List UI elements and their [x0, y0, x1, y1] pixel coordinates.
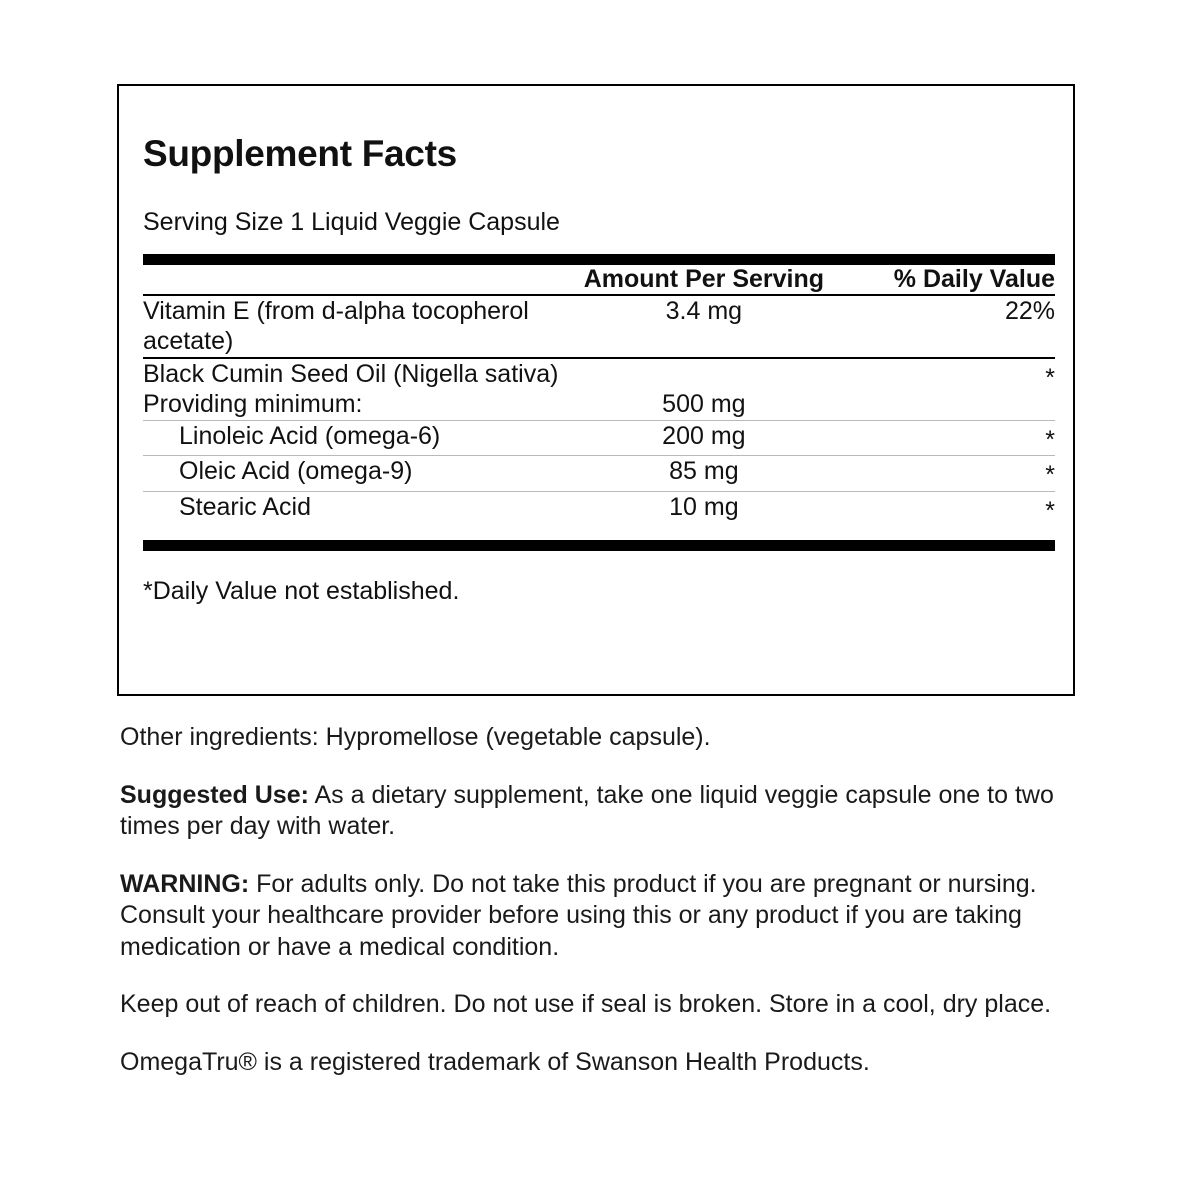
rule-thick-bottom — [143, 540, 1055, 551]
table-row — [143, 421, 1055, 456]
suggested-use-label: Suggested Use: — [120, 780, 309, 809]
warning-paragraph — [120, 869, 1060, 964]
table-row — [143, 296, 1055, 357]
table-header-row — [143, 265, 1055, 294]
suggested-use-text: As a dietary supplement, take one liquid veggie capsule one to two times per day with water. — [120, 780, 1054, 840]
supplement-facts-content — [143, 104, 1055, 606]
serving-size-text: Serving Size 1 Liquid Veggie Capsule — [143, 207, 560, 236]
trademark-paragraph: OmegaTru® is a registered trademark of Swanson Health Products. — [120, 1047, 870, 1076]
header-amount-per-serving: Amount Per Serving — [583, 264, 825, 293]
warning-text: For adults only. Do not take this product if you are pregnant or nursing. Consult your healthcare provider before using this or any product if you are taking medication or have a medical condition. — [120, 869, 1037, 961]
supplement-facts-panel — [117, 84, 1075, 696]
header-spacer — [143, 265, 563, 294]
nutrient-daily-value: * — [1045, 363, 1055, 392]
nutrition-rows — [143, 296, 1055, 357]
nutrient-amount: 500 mg — [662, 390, 746, 419]
label-body-copy — [120, 722, 1060, 1104]
table-row — [143, 492, 1055, 527]
nutrient-amount: 85 mg — [669, 457, 739, 486]
nutrient-name: Black Cumin Seed Oil (Nigella sativa) Providing minimum: — [143, 359, 559, 419]
rule-thick-top — [143, 254, 1055, 265]
panel-title: Supplement Facts — [143, 133, 457, 174]
nutrient-amount: 10 mg — [669, 492, 739, 521]
nutrient-daily-value: 22% — [1004, 296, 1055, 325]
nutrition-rows-3 — [143, 421, 1055, 456]
nutrient-daily-value: * — [1045, 425, 1055, 454]
suggested-use-paragraph — [120, 780, 1060, 843]
nutrient-daily-value: * — [1045, 496, 1055, 525]
nutrition-table — [143, 265, 1055, 294]
nutrient-daily-value: * — [1045, 461, 1055, 490]
nutrition-rows-5 — [143, 492, 1055, 527]
nutrition-rows-4 — [143, 456, 1055, 491]
nutrient-name: Oleic Acid (omega-9) — [179, 457, 413, 486]
header-daily-value: % Daily Value — [893, 264, 1055, 293]
other-ingredients-paragraph: Other ingredients: Hypromellose (vegetable capsule). — [120, 723, 711, 751]
table-row — [143, 456, 1055, 491]
nutrition-rows-2 — [143, 359, 1055, 420]
nutrient-amount: 200 mg — [662, 421, 746, 450]
table-row — [143, 359, 1055, 420]
nutrient-name: Stearic Acid — [179, 492, 312, 521]
warning-label: WARNING: — [120, 869, 250, 898]
storage-paragraph: Keep out of reach of children. Do not use if seal is broken. Store in a cool, dry place. — [120, 990, 1052, 1018]
daily-value-footnote: *Daily Value not established. — [143, 577, 460, 606]
nutrient-name: Linoleic Acid (omega-6) — [179, 421, 441, 450]
nutrient-amount: 3.4 mg — [665, 296, 743, 325]
nutrient-name: Vitamin E (from d-alpha tocopherol acetate) — [143, 296, 529, 356]
